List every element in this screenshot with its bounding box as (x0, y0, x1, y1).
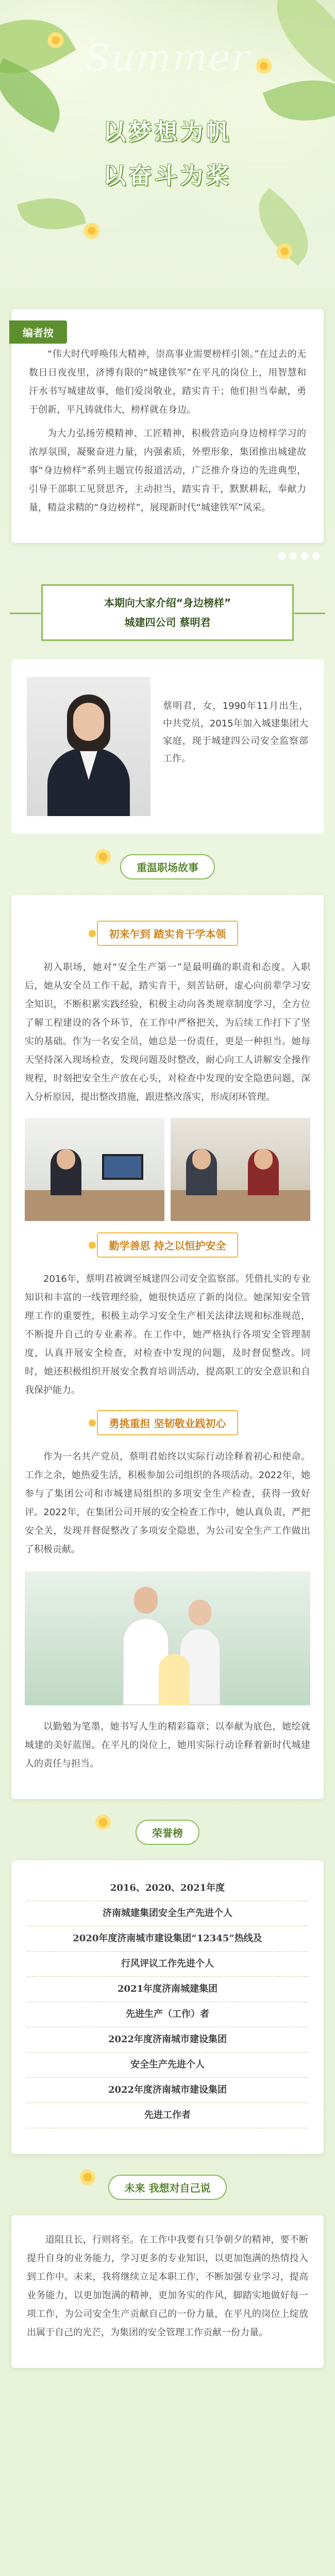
intro-banner (41, 584, 294, 641)
honor-item: 2020年度济南城市建设集团“12345”热线及 (27, 1926, 308, 1952)
future-card (11, 2215, 324, 2368)
section-title (85, 2175, 250, 2200)
meeting-photo (171, 1118, 310, 1221)
hero-title-line-two: 以奋斗为桨 (103, 163, 232, 189)
future-section-title: 未来 我想对自己说 (108, 2175, 227, 2200)
story-subheading: 初来乍到 踏实肯干学本领 (25, 921, 310, 946)
honor-item: 2022年度济南城市建设集团 (27, 2078, 308, 2103)
honor-item: 安全生产先进个人 (27, 2053, 308, 2078)
editor-paragraph: “伟大时代呼唤伟大精神，崇高事业需要榜样引领。”在过去的无数日日夜夜里，济博有限的“城建铁军”在平凡的岗位上，用智慧和汗水书写城建故事，他们爱岗敬业，踏实肯干；他们担当奉献，勇于创新，平凡铸就伟大，榜样就在身边。 (29, 349, 306, 415)
story-subheading: 勤学善思 持之以恒护安全 (25, 1232, 310, 1258)
hero-banner (0, 0, 335, 289)
family-photo (25, 1571, 310, 1705)
editor-note-card (11, 309, 324, 543)
honor-item: 2021年度济南城建集团 (27, 1977, 308, 2002)
flower-icon (82, 222, 101, 240)
honor-item: 先进生产（工作）者 (27, 2002, 308, 2027)
photo-row (25, 1118, 310, 1221)
story-paragraph: 2016年，蔡明君被调至城建四公司安全监察部。凭借扎实的专业知识和丰富的一线管理经验，她很快适应了新的岗位。她深知安全管理工作的重要性，积极主动学习安全生产相关法律法规和标准规范，不断提升自己的专业素养。在工作中，她严格执行各项安全管理制度，认真开展安全检查，对检查中发现的问题，及时督促整改。同时，她还积极组织开展安全教育培训活动，提高职工的安全意识和自我保护能力。 (25, 1274, 310, 1396)
profile-text: 蔡明君，女，1990年11月出生，中共党员，2015年加入城建集团大家庭，现于城建四公司安全监察部工作。 (163, 701, 308, 764)
editor-note-tag: 编者按 (9, 320, 67, 344)
story-subheading: 勇挑重担 坚韧敬业践初心 (25, 1410, 310, 1435)
intro-banner-line: 本期向大家介绍“身边榜样” (104, 597, 231, 609)
dot (312, 552, 320, 560)
dot (278, 552, 286, 560)
honor-item: 2016、2020、2021年度 (27, 1876, 308, 1901)
story-paragraph: 初入职场，她对“安全生产第一”是最明确的职责和态度。入职后，她从安全员工作干起，踏实肯干，刻苦钻研，虚心向前辈学习安全知识，不断积累实践经验，积极主动向各类规章制度学习，全方位了解工程建设的各个环节，在工作中严格把关，为后续工作打下了坚实的基础。作为一名安全员，她总是一份责任，更是一种担当。她每天坚持深入现场检查，发现问题及时整改，耐心向工人讲解安全操作规程，时刻把安全生产放在心头，对检查中发现的安全隐患问题，深入分析原因，提出整改措施，跟进整改落实，形成闭环管理。 (25, 962, 310, 1103)
flower-icon (95, 849, 111, 865)
editor-paragraph: 为大力弘扬劳模精神、工匠精神，积极营造向身边榜样学习的浓厚氛围，凝聚奋进力量，内强素质，外塑形象，集团推出城建故事“身边榜样”系列主题宣传报道活动，广泛推介身边的先进典型，引导干部职工见贤思齐，主动担当，踏实肯干，默默耕耘，奉献力量，精益求精的“身边榜样”，展现新时代“城建铁军”风采。 (29, 428, 306, 513)
section-title (100, 1820, 234, 1845)
dot (290, 552, 297, 560)
honors-card (11, 1860, 324, 2154)
profile-card (11, 659, 324, 834)
story-paragraph: 作为一名共产党员，蔡明君始终以实际行动诠释着初心和使命。工作之余，她热爱生活，积极参加公司组织的各项活动。2022年，她参与了集团公司和市城建局组织的多项安全生产检查，获得一致好评。2022年，在集团公司开展的安全检查工作中，她认真负责，严把安全关，发现并督促整改了多项安全隐患，为公司安全生产工作做出了积极贡献。 (25, 1451, 310, 1555)
section-title (100, 854, 234, 879)
future-paragraph: 道阻且长，行则将至。在工作中我要有只争朝夕的精神，要不断提升自身的业务能力，学习更多的专业知识，以更加饱满的热情投入到工作中。未来，我将继续立足本职工作，不断加强专业学习，提高业务能力，以更加饱满的精神，更加务实的作风，脚踏实地做好每一项工作，为公司安全生产贡献自己的一份力量，在平凡的岗位上绽放出属于自己的光芒，为集团的安全管理工作贡献一份力量。 (27, 2234, 308, 2338)
leaf-decoration (17, 189, 86, 240)
story-card (11, 895, 324, 1799)
intro-banner-line: 城建四公司 蔡明君 (124, 616, 211, 629)
story-paragraph: 以勤勉为笔墨，她书写人生的精彩篇章；以奉献为底色，她绘就城建的美好蓝图。在平凡的岗位上，她用实际行动诠释着新时代城建人的责任与担当。 (25, 1721, 310, 1769)
honor-item: 行风评议工作先进个人 (27, 1952, 308, 1977)
office-photo (25, 1118, 164, 1221)
flower-icon (95, 1815, 111, 1830)
story-section-title: 重温职场故事 (120, 854, 215, 879)
honor-item: 2022年度济南城市建设集团 (27, 2027, 308, 2053)
dots-decoration (0, 543, 335, 569)
flower-icon (80, 2170, 95, 2185)
honor-item: 先进工作者 (27, 2103, 308, 2128)
dot (301, 552, 308, 560)
flower-icon (275, 242, 294, 261)
honors-list (27, 1876, 308, 2128)
hero-title-line-one: 以梦想为帆 (103, 119, 232, 145)
honors-section-title: 荣誉榜 (136, 1820, 199, 1845)
hero-watermark: Summer (85, 36, 250, 79)
honor-item: 济南城建集团安全生产先进个人 (27, 1901, 308, 1926)
profile-photo (27, 677, 150, 816)
